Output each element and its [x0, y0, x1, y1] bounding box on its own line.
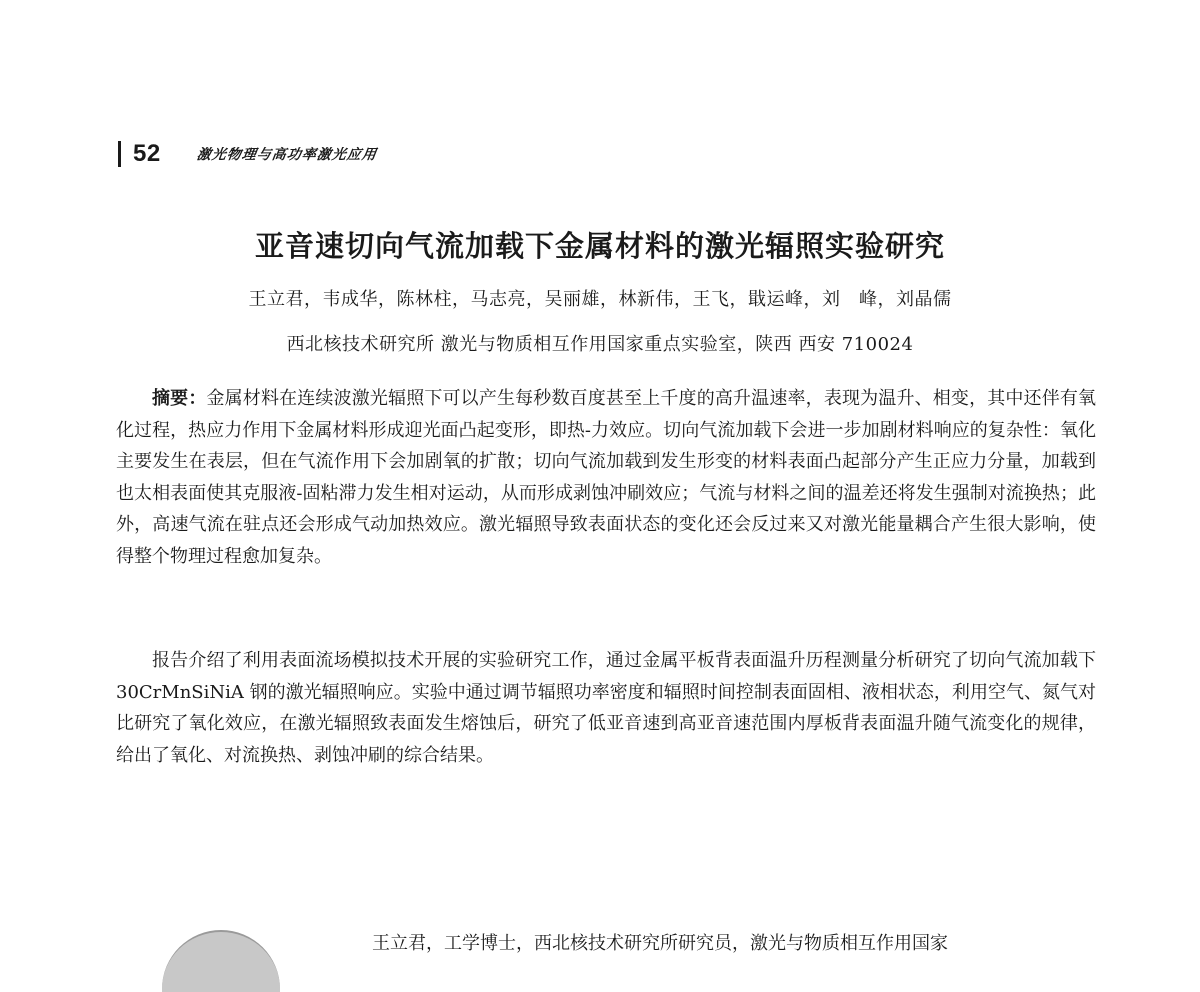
affiliation: 西北核技术研究所 激光与物质相互作用国家重点实验室，陕西 西安 710024: [286, 334, 914, 355]
author-bio: 王立君，工学博士，西北核技术研究所研究员，激光与物质相互作用国家: [372, 933, 948, 954]
abstract-text: 金属材料在连续波激光辐照下可以产生每秒数百度甚至上千度的高升温速率，表现为温升、相变，其中还伴有氧化过程，热应力作用下金属材料形成迎光面凸起变形，即热-力效应。切向气流加载下会进一步加剧材料响应的复杂性：氧化主要发生在表层，但在气流作用下会加剧氧的扩散；切向气流加载到发生形变的材料表面凸起部分产生正应力分量，加载到也太相表面使其克服液-固粘滞力发生相对运动，从而形成剥蚀冲刷效应；气流与材料之间的温差还将发生强制对流换热；此外，高速气流在驻点还会形成气动加热效应。激光辐照导致表面状态的变化还会反过来又对激光能量耦合产生很大影响，使得整个物理过程愈加复杂。: [116, 388, 1097, 567]
journal-name: 激光物理与高功率激光应用: [195, 147, 378, 163]
abstract-label: 摘要：: [152, 388, 207, 409]
header-divider: [118, 141, 121, 167]
author-list: 王立君，韦成华，陈林柱，马志亮，吴丽雄，林新伟，王飞，戢运峰，刘 峰，刘晶儒: [248, 289, 952, 310]
page-number: 52: [133, 140, 161, 167]
author-photo: [162, 930, 280, 992]
report-paragraph: 报告介绍了利用表面流场模拟技术开展的实验研究工作，通过金属平板背表面温升历程测量分析研究了切向气流加载下 30CrMnSiNiA 钢的激光辐照响应。实验中通过调节辐照功率密度和辐照时间控制表面固相、液相状态，利用空气、氮气对比研究了氧化效应，在激光辐照致表面发生熔蚀后，研究了低亚音速到高亚音速范围内厚板背表面温升随气流变化的规律，给出了氧化、对流换热、剥蚀冲刷的综合结果。: [116, 650, 1096, 766]
running-header: [118, 138, 377, 170]
abstract-paragraph: [116, 383, 1096, 572]
paper-title: 亚音速切向气流加载下金属材料的激光辐照实验研究: [254, 229, 945, 263]
